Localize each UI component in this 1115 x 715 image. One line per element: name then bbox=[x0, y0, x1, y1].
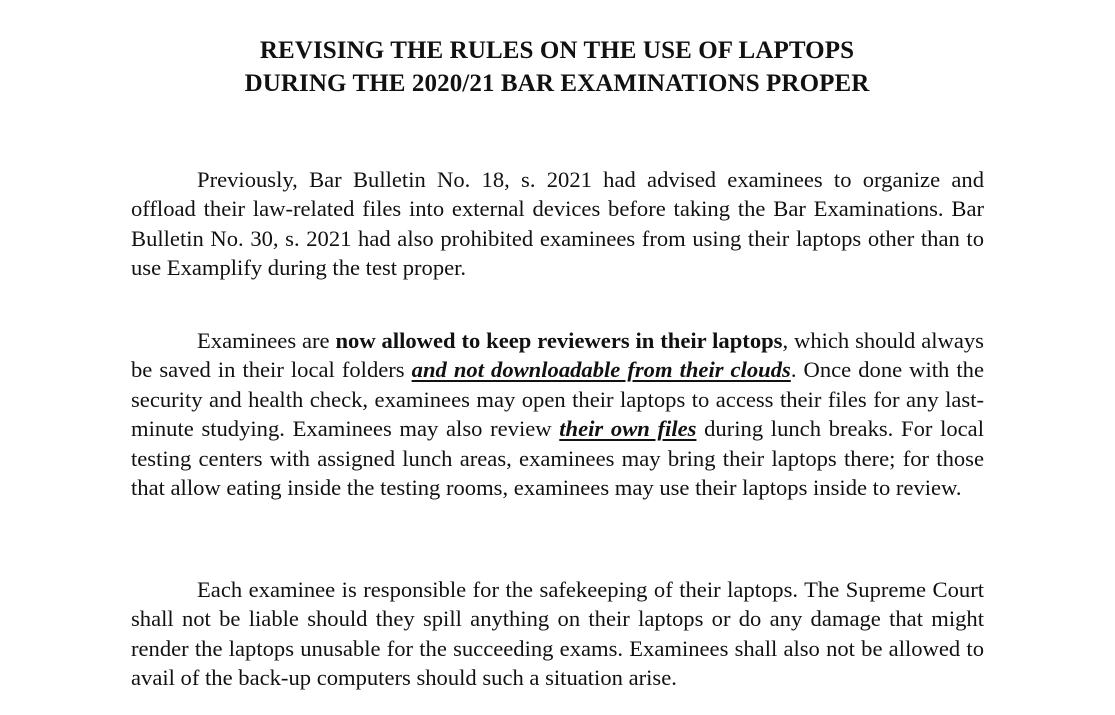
paragraph-2-emphasis-clouds: and not downloadable from their clouds bbox=[411, 357, 791, 383]
paragraph-2-text-3: . Once done with the security and health check, examinees may open their laptops to access their files for any last-minute studying. Examinees may also review bbox=[131, 357, 984, 442]
title-line-1: REVISING THE RULES ON THE USE OF LAPTOPS bbox=[259, 37, 855, 64]
paragraph-previous-bulletins: Previously, Bar Bulletin No. 18, s. 2021 had advised examinees to organize and offload their law-related files into external devices before taking the Bar Examinations. Bar Bulletin No. 30, s. 2021 had also prohibited examinees from using their laptops other than to use Examplify during the test proper. bbox=[131, 167, 984, 281]
paragraph-safekeeping: Each examinee is responsible for the safekeeping of their laptops. The Supreme Court shall not be liable should they spill anything on their laptops or do any damage that might render the laptops unusable for the succeeding exams. Examinees shall also not be allowed to avail of the back-up computers should such a situation arise. bbox=[131, 577, 984, 691]
title-line-2: DURING THE 2020/21 BAR EXAMINATIONS PROPER bbox=[244, 70, 870, 97]
paragraph-2-emphasis-own-files: their own files bbox=[559, 416, 697, 442]
paragraph-2-text-4: during lunch breaks. For local testing centers with assigned lunch areas, examinees may bring their laptops there; for those that allow eating inside the testing rooms, examinees may use their laptops inside to review. bbox=[131, 416, 984, 501]
paragraph-2-text-2: , which should always be saved in their local folders bbox=[131, 328, 984, 383]
paragraph-2-text-1: Examinees are bbox=[197, 328, 336, 353]
paragraph-reviewers-allowed bbox=[131, 326, 984, 502]
paragraph-2-bold-allowed: now allowed to keep reviewers in their laptops bbox=[335, 328, 783, 353]
document-title bbox=[131, 34, 983, 100]
